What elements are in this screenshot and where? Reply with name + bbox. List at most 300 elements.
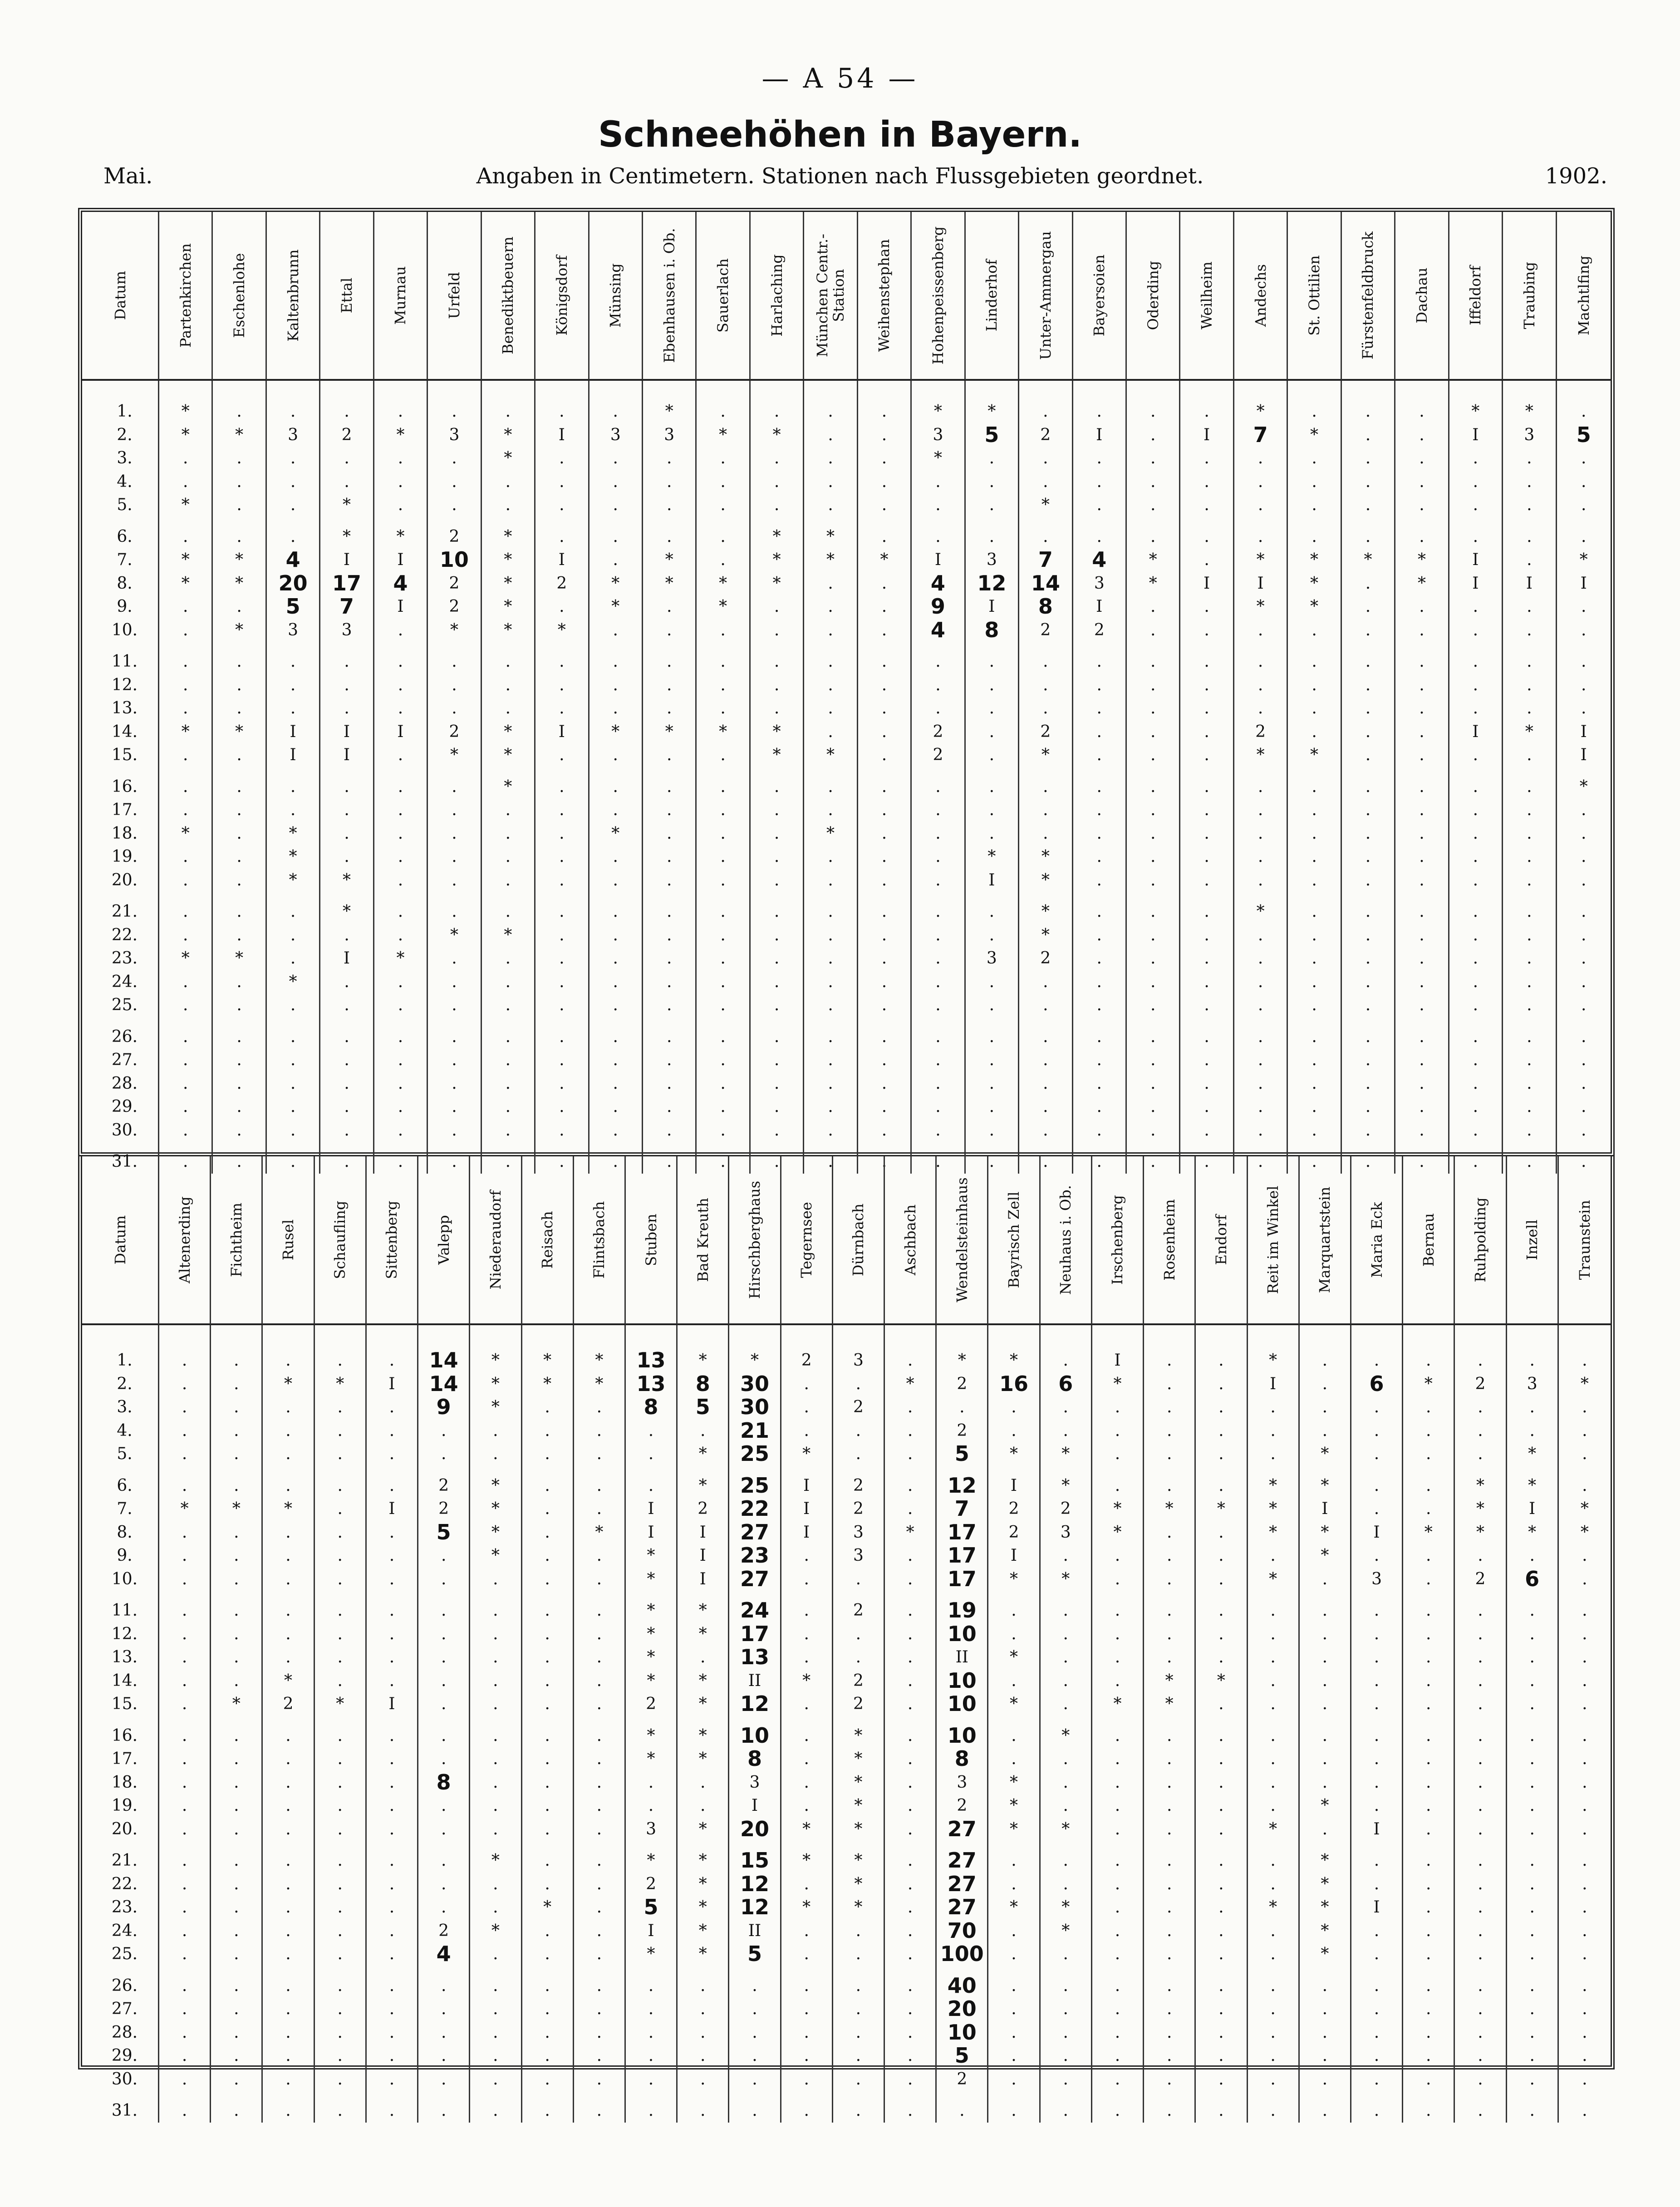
table-cell: . xyxy=(1043,1097,1048,1116)
table-cell: . xyxy=(1096,1152,1102,1171)
table-cell: . xyxy=(1218,1398,1224,1416)
table-cell: . xyxy=(1312,824,1317,843)
table-cell: . xyxy=(720,551,726,569)
table-cell: * xyxy=(665,722,673,741)
table-cell: . xyxy=(545,2000,550,2018)
table-cell: . xyxy=(182,1152,188,1171)
table-cell: . xyxy=(1150,472,1156,491)
table-cell: . xyxy=(452,652,457,671)
table-cell: I xyxy=(988,870,995,890)
bottom-column-26 xyxy=(1507,1325,1559,2123)
table-cell: . xyxy=(1096,949,1102,968)
bottom-column-21 xyxy=(1248,1325,1300,2123)
table-cell: * xyxy=(181,949,190,968)
table-cell: . xyxy=(182,1027,188,1046)
table-cell: * xyxy=(1321,1945,1329,1963)
table-cell: . xyxy=(1322,1351,1328,1370)
table-cell: . xyxy=(182,449,188,467)
table-cell: . xyxy=(1426,1874,1431,1893)
table-cell: . xyxy=(545,1945,550,1963)
table-cell: * xyxy=(750,1351,759,1370)
table-cell: * xyxy=(1476,1476,1484,1495)
table-cell: . xyxy=(1270,1796,1276,1815)
table-cell: 2 xyxy=(853,1476,864,1495)
table-cell: . xyxy=(1473,972,1479,991)
table-cell: . xyxy=(1426,2023,1431,2042)
table-cell: . xyxy=(907,1476,913,1495)
table-cell: . xyxy=(1426,1945,1431,1963)
bottom-station-10-header xyxy=(678,1156,729,1325)
table-cell: . xyxy=(1096,870,1102,890)
table-cell: . xyxy=(1322,1819,1328,1838)
table-cell: . xyxy=(774,949,780,968)
bottom-station-23-label: Maria Eck xyxy=(1368,1202,1385,1278)
table-cell: . xyxy=(441,1976,447,1995)
table-cell: . xyxy=(236,1074,242,1093)
table-cell: . xyxy=(559,996,565,1014)
table-cell: . xyxy=(452,870,457,890)
table-cell: . xyxy=(1365,1027,1371,1046)
top-station-6-label: Benediktbeuern xyxy=(499,236,517,354)
table-cell: . xyxy=(236,1097,242,1116)
table-cell: . xyxy=(613,620,618,639)
table-cell: * xyxy=(543,1374,552,1393)
table-cell: . xyxy=(700,2101,706,2120)
table-cell: 24 xyxy=(740,1598,769,1622)
table-cell: . xyxy=(545,1921,550,1940)
top-station-24-label: Iffeldorf xyxy=(1467,265,1484,325)
table-cell: . xyxy=(1581,1074,1587,1093)
table-cell: . xyxy=(828,1074,833,1093)
table-cell: . xyxy=(989,496,995,514)
table-cell: . xyxy=(1529,2000,1535,2018)
bottom-station-4-label: Sittenberg xyxy=(383,1200,401,1279)
table-cell: . xyxy=(1258,824,1263,843)
table-cell: . xyxy=(989,699,995,718)
top-station-17-header xyxy=(1073,212,1127,381)
table-cell: . xyxy=(1582,1945,1587,1963)
table-cell: 3 xyxy=(610,425,621,444)
table-cell: . xyxy=(344,801,349,819)
table-cell: . xyxy=(1270,1726,1276,1745)
table-cell: . xyxy=(648,1976,654,1995)
table-cell: * xyxy=(647,1546,655,1565)
table-cell: . xyxy=(935,496,941,514)
table-cell: . xyxy=(1063,1851,1068,1870)
table-cell: 12 xyxy=(740,1691,769,1716)
day-label: 20. xyxy=(111,870,138,890)
table-cell: . xyxy=(1426,1796,1431,1815)
table-cell: . xyxy=(1270,2046,1276,2065)
table-cell: * xyxy=(802,1898,811,1917)
bottom-station-14-label: Aschbach xyxy=(901,1204,919,1276)
table-cell: . xyxy=(1322,1750,1328,1768)
table-cell: 2 xyxy=(1008,1523,1019,1542)
top-datum-label: Datum xyxy=(111,270,129,320)
table-cell: . xyxy=(234,1796,239,1815)
table-cell: 5 xyxy=(695,1395,710,1419)
table-cell: . xyxy=(389,1874,395,1893)
table-cell: . xyxy=(1473,1051,1479,1069)
bottom-station-15-header xyxy=(937,1156,988,1325)
table-cell: . xyxy=(1312,1074,1317,1093)
table-cell: . xyxy=(559,1074,565,1093)
table-cell: . xyxy=(1529,1819,1535,1838)
table-cell: * xyxy=(1528,1523,1537,1542)
table-cell: * xyxy=(647,1648,655,1666)
table-cell: . xyxy=(1582,1726,1587,1745)
table-cell: . xyxy=(1419,1121,1425,1140)
table-cell: . xyxy=(1096,1097,1102,1116)
top-station-13-label: Weihenstephan xyxy=(875,239,893,352)
top-station-0-header xyxy=(159,212,213,381)
table-cell: . xyxy=(881,925,887,944)
table-cell: . xyxy=(907,2101,913,2120)
table-cell: . xyxy=(337,1874,343,1893)
table-cell: I xyxy=(1580,574,1587,593)
table-cell: . xyxy=(1365,675,1371,694)
table-cell: 2 xyxy=(341,425,352,444)
table-cell: . xyxy=(1426,2101,1431,2120)
table-cell: . xyxy=(236,449,242,467)
table-cell: . xyxy=(1218,1874,1224,1893)
table-cell: . xyxy=(989,777,995,796)
table-cell: . xyxy=(1419,870,1425,890)
table-cell: . xyxy=(389,1445,395,1463)
table-cell: . xyxy=(337,1398,343,1416)
table-cell: . xyxy=(452,449,457,467)
table-cell: . xyxy=(613,801,618,819)
table-cell: . xyxy=(1258,777,1263,796)
top-column-12 xyxy=(804,381,858,1174)
table-cell: . xyxy=(236,824,242,843)
top-column-4 xyxy=(374,381,428,1174)
top-station-23-header xyxy=(1395,212,1449,381)
table-cell: . xyxy=(989,996,995,1014)
table-cell: . xyxy=(613,902,618,921)
table-cell: . xyxy=(1115,1624,1120,1643)
table-cell: . xyxy=(1115,2069,1120,2089)
bottom-station-17-header xyxy=(1041,1156,1092,1325)
table-cell: I xyxy=(699,1523,706,1542)
top-column-9 xyxy=(643,381,697,1174)
table-cell: . xyxy=(1529,1421,1535,1440)
table-cell: . xyxy=(182,1898,187,1917)
table-cell: . xyxy=(907,1546,913,1565)
table-cell: . xyxy=(1581,902,1587,921)
table-cell: . xyxy=(1527,1051,1532,1069)
table-cell: . xyxy=(1150,620,1156,639)
table-cell: . xyxy=(1150,496,1156,514)
day-label: 7. xyxy=(117,1499,133,1518)
table-cell: . xyxy=(989,746,995,764)
table-cell: . xyxy=(1063,1648,1068,1666)
table-cell: . xyxy=(881,949,887,968)
table-cell: . xyxy=(907,1851,913,1870)
table-cell: . xyxy=(234,1773,239,1792)
table-cell: . xyxy=(234,2046,239,2065)
table-cell: . xyxy=(398,1152,403,1171)
table-cell: * xyxy=(854,1726,863,1745)
table-cell: . xyxy=(505,996,511,1014)
table-cell: * xyxy=(698,1445,707,1463)
table-cell: . xyxy=(881,824,887,843)
table-cell: . xyxy=(1150,402,1156,421)
table-cell: . xyxy=(337,2069,343,2089)
table-cell: 2 xyxy=(1008,1499,1019,1518)
table-cell: . xyxy=(337,1476,343,1495)
table-cell: . xyxy=(1218,1546,1224,1565)
table-cell: . xyxy=(855,1624,861,1643)
table-cell: . xyxy=(1166,2101,1172,2120)
day-label: 30. xyxy=(111,2069,138,2089)
table-cell: . xyxy=(1150,972,1156,991)
table-cell: . xyxy=(1218,1750,1224,1768)
table-cell: . xyxy=(1365,996,1371,1014)
day-label: 4. xyxy=(117,472,133,491)
table-cell: . xyxy=(596,1773,602,1792)
table-cell: * xyxy=(491,1851,500,1870)
top-station-26-label: Machtlfing xyxy=(1575,256,1592,335)
table-cell: . xyxy=(1218,1445,1224,1463)
table-cell: . xyxy=(828,425,833,444)
table-cell: . xyxy=(389,1398,395,1416)
table-cell: . xyxy=(398,472,403,491)
table-cell: * xyxy=(1256,902,1265,921)
table-cell: . xyxy=(1312,972,1317,991)
table-cell: 4 xyxy=(930,617,945,642)
day-label: 24. xyxy=(111,1921,138,1940)
table-cell: I xyxy=(558,551,565,569)
table-cell: . xyxy=(774,996,780,1014)
bottom-station-27-header xyxy=(1559,1156,1611,1325)
table-cell: . xyxy=(1150,870,1156,890)
table-cell: . xyxy=(1063,1976,1068,1995)
table-cell: . xyxy=(344,652,349,671)
table-cell: * xyxy=(181,551,190,569)
table-cell: . xyxy=(1011,1921,1017,1940)
table-cell: . xyxy=(182,902,188,921)
table-cell: . xyxy=(1365,1097,1371,1116)
table-cell: * xyxy=(1010,1445,1018,1463)
table-cell: * xyxy=(1269,1523,1277,1542)
table-cell: . xyxy=(389,1726,395,1745)
table-cell: . xyxy=(441,1898,447,1917)
table-cell: * xyxy=(235,722,244,741)
table-cell: . xyxy=(1527,449,1532,467)
table-cell: * xyxy=(235,620,244,639)
table-cell: . xyxy=(774,652,780,671)
table-cell: . xyxy=(1258,925,1263,944)
top-station-5-label: Urfeld xyxy=(445,272,463,319)
table-cell: . xyxy=(700,2046,706,2065)
table-cell: 3 xyxy=(664,425,675,444)
table-cell: . xyxy=(1063,2046,1068,2065)
table-cell: . xyxy=(452,699,457,718)
day-label: 18. xyxy=(111,1773,138,1792)
table-cell: * xyxy=(698,1851,707,1870)
table-cell: . xyxy=(559,699,565,718)
table-cell: 17 xyxy=(947,1566,977,1591)
table-cell: . xyxy=(1204,1121,1209,1140)
table-cell: . xyxy=(1527,972,1532,991)
table-cell: I xyxy=(388,1695,395,1713)
table-cell: . xyxy=(236,699,242,718)
bottom-column-12 xyxy=(781,1325,833,2123)
table-cell: * xyxy=(1113,1695,1122,1713)
table-cell: . xyxy=(1473,746,1479,764)
table-cell: . xyxy=(1322,1569,1328,1588)
table-cell: . xyxy=(389,1898,395,1917)
table-cell: . xyxy=(1478,1398,1483,1416)
table-cell: . xyxy=(1218,1351,1224,1370)
table-cell: . xyxy=(452,824,457,843)
table-cell: . xyxy=(1374,1945,1380,1963)
bottom-station-10-label: Bad Kreuth xyxy=(694,1198,712,1282)
table-cell: . xyxy=(1478,2000,1483,2018)
table-cell: . xyxy=(720,449,726,467)
bottom-station-13-header xyxy=(833,1156,885,1325)
table-cell: . xyxy=(907,1726,913,1745)
table-cell: . xyxy=(285,1351,291,1370)
table-cell: . xyxy=(1150,1152,1156,1171)
table-cell: . xyxy=(559,777,565,796)
table-cell: . xyxy=(1529,1945,1535,1963)
table-cell: . xyxy=(545,1499,550,1518)
table-cell: . xyxy=(1218,1476,1224,1495)
table-cell: . xyxy=(1011,1421,1017,1440)
page-number: — A 54 — xyxy=(761,63,919,94)
table-cell: . xyxy=(337,1351,343,1370)
table-cell: * xyxy=(1310,574,1319,593)
top-column-14 xyxy=(912,381,965,1174)
table-cell: . xyxy=(907,2000,913,2018)
table-cell: . xyxy=(1581,1097,1587,1116)
day-label: 31. xyxy=(111,1152,138,1171)
table-cell: . xyxy=(1582,1351,1587,1370)
table-cell: 27 xyxy=(947,1871,977,1896)
table-cell: . xyxy=(1419,449,1425,467)
table-cell: * xyxy=(181,425,190,444)
table-cell: . xyxy=(1218,1796,1224,1815)
table-cell: . xyxy=(907,1671,913,1690)
table-cell: . xyxy=(1218,2046,1224,2065)
bottom-station-19-header xyxy=(1144,1156,1196,1325)
table-cell: . xyxy=(452,949,457,968)
table-cell: . xyxy=(545,1445,550,1463)
top-station-22-header xyxy=(1342,212,1395,381)
table-cell: . xyxy=(1166,1874,1172,1893)
table-cell: . xyxy=(545,1976,550,1995)
table-cell: . xyxy=(1312,801,1317,819)
table-cell: . xyxy=(290,1097,296,1116)
table-cell: . xyxy=(398,996,403,1014)
bottom-station-9-header xyxy=(626,1156,678,1325)
table-cell: . xyxy=(700,1796,706,1815)
table-cell: 2 xyxy=(646,1874,656,1893)
table-cell: . xyxy=(1365,824,1371,843)
table-cell: . xyxy=(441,1796,447,1815)
table-cell: . xyxy=(1204,527,1209,546)
table-cell: . xyxy=(493,1624,498,1643)
table-cell: . xyxy=(1581,496,1587,514)
table-cell: . xyxy=(285,1569,291,1588)
table-cell: . xyxy=(1258,1121,1263,1140)
table-cell: . xyxy=(804,2101,809,2120)
table-cell: . xyxy=(596,2069,602,2089)
table-cell: * xyxy=(491,1921,500,1940)
table-cell: . xyxy=(1204,496,1209,514)
table-cell: . xyxy=(989,1074,995,1093)
table-cell: . xyxy=(1270,1624,1276,1643)
top-station-14-label: Hohenpeissenberg xyxy=(929,226,947,365)
bottom-station-24-label: Bernau xyxy=(1420,1213,1437,1267)
table-cell: . xyxy=(881,472,887,491)
table-cell: . xyxy=(1204,902,1209,921)
table-cell: . xyxy=(1270,1874,1276,1893)
table-cell: . xyxy=(1204,722,1209,741)
day-label: 29. xyxy=(111,1097,138,1116)
table-bottom-header xyxy=(82,1156,1611,1325)
table-cell: . xyxy=(1473,824,1479,843)
table-cell: . xyxy=(1374,1445,1380,1463)
table-cell: * xyxy=(1321,1898,1329,1917)
table-cell: . xyxy=(1529,1624,1535,1643)
table-cell: . xyxy=(1312,496,1317,514)
table-cell: * xyxy=(1476,1499,1484,1518)
table-cell: . xyxy=(1270,1601,1276,1620)
table-cell: * xyxy=(343,527,351,546)
table-cell: . xyxy=(441,2069,447,2089)
table-cell: 10 xyxy=(947,2020,977,2045)
table-cell: 25 xyxy=(740,1473,769,1498)
table-cell: . xyxy=(398,972,403,991)
table-cell: . xyxy=(1419,949,1425,968)
table-cell: . xyxy=(182,1796,187,1815)
table-cell: . xyxy=(559,496,565,514)
table-cell: . xyxy=(700,2069,706,2089)
table-cell: . xyxy=(559,1097,565,1116)
day-label: 19. xyxy=(111,847,138,866)
bottom-column-2 xyxy=(263,1325,314,2123)
table-cell: . xyxy=(1150,1074,1156,1093)
table-cell: . xyxy=(398,699,403,718)
table-cell: . xyxy=(1365,870,1371,890)
table-cell: . xyxy=(290,1121,296,1140)
table-cell: . xyxy=(666,527,672,546)
table-cell: . xyxy=(285,1819,291,1838)
table-cell: . xyxy=(234,1476,239,1495)
table-cell: . xyxy=(989,925,995,944)
top-station-8-label: Münsing xyxy=(607,263,624,328)
table-cell: . xyxy=(493,1601,498,1620)
table-cell: * xyxy=(1149,551,1157,569)
table-cell: 3 xyxy=(1060,1523,1071,1542)
table-cell: I xyxy=(699,1546,706,1565)
table-cell: . xyxy=(1322,2046,1328,2065)
table-cell: . xyxy=(398,402,403,421)
table-cell: . xyxy=(452,402,457,421)
table-cell: . xyxy=(1063,1773,1068,1792)
bottom-column-10 xyxy=(678,1325,729,2123)
table-cell: . xyxy=(1150,597,1156,616)
table-cell: . xyxy=(935,675,941,694)
table-cell: . xyxy=(290,777,296,796)
table-cell: . xyxy=(441,1648,447,1666)
table-cell: . xyxy=(828,996,833,1014)
table-cell: . xyxy=(1426,1851,1431,1870)
table-cell: . xyxy=(1063,2023,1068,2042)
